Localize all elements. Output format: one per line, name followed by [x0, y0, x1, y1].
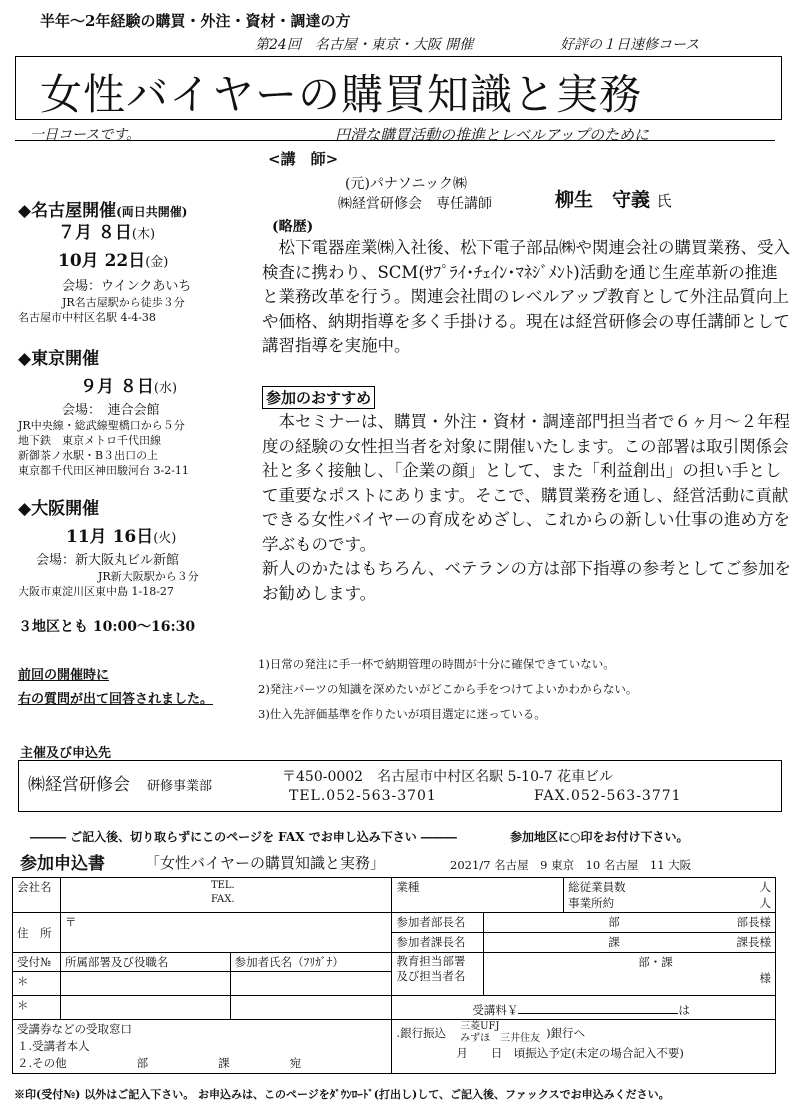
question-item: 1)日常の発注に手一杯で納期管理の時間が十分に確保できていない。 — [258, 657, 615, 671]
recommendation-paragraph-2: 新人のかたはもちろん、ベテランの方は部下指導の参考としてご参加をお勧めします。 — [262, 559, 791, 603]
ka-label: 課 — [608, 935, 620, 949]
fax-label: FAX. — [210, 894, 235, 905]
unit-label: 人 — [759, 880, 771, 894]
form-sessions: 2021/7 名古屋 9 東京 10 名古屋 11 大阪 — [450, 858, 692, 872]
organizer-label: 主催及び申込先 — [20, 746, 112, 761]
nagoya-date-1-text: ７月 ８日 — [58, 223, 132, 243]
ticket-destination[interactable] — [13, 1020, 392, 1074]
organizer-dept: 研修事業部 — [147, 779, 213, 794]
page-title: 女性バイヤーの購買知識と実務 — [40, 70, 643, 119]
industry-label: 業種 — [396, 880, 420, 894]
nagoya-access: JR名古屋駅から徒歩３分 — [62, 296, 185, 309]
form-title: 参加申込書 — [20, 854, 105, 874]
bio-heading: (略歴) — [272, 219, 314, 235]
edu-person-label: 及び担当者名 — [396, 969, 466, 983]
tokyo-address: 東京都千代田区神田駿河台 3-2-11 — [18, 464, 189, 477]
tokyo-access-2: 地下鉄 東京メトロ千代田線 — [18, 434, 161, 447]
lecturer-heading: <講 師> — [268, 150, 339, 168]
time-info: ３地区とも 10:00～16:30 — [18, 619, 196, 635]
lecturer-name-text: 柳生 守義 — [555, 189, 651, 211]
company-label: 会社名 — [13, 878, 61, 913]
organizer-address: 〒450-0002 名古屋市中村区名駅 5-10-7 花車ビル — [282, 769, 614, 785]
option-other-ate: 宛 — [289, 1056, 302, 1070]
employees-label: 総従業員数 — [568, 880, 626, 894]
option-self[interactable]: １.受講者本人 — [17, 1039, 90, 1053]
previous-note-line-1: 前回の開催時に — [18, 668, 110, 683]
office-label: 事業所約 — [568, 896, 615, 910]
application-form — [12, 877, 776, 1074]
nagoya-heading-text: ◆名古屋開催 — [18, 201, 117, 221]
question-item: 3)仕入先評価基準を作りたいが項目選定に迷っている。 — [258, 707, 546, 721]
recommendation-paragraph-1: 本セミナーは、購買・外注・資材・調達部門担当者で６ヶ月～２年程度の経験の女性担当者を対象に開催いたします。この部署は取引関係会社と多く接触し、「企業の顔」として、また「利益創出」の担い手として重要なポストにあります。そこで、購買業務を通し、経営活動に貢献できる女性バイヤーの育成をめざし、これからの新しい仕事の進め方を学ぶものです。 — [262, 412, 790, 554]
tel-label: TEL. — [210, 880, 235, 891]
subtitle: 円滑な購買活動の推進とレベルアップのために — [335, 126, 649, 144]
tokyo-access-1: JR中央線・総武線聖橋口から５分 — [18, 419, 185, 432]
course-type: 好評の１日速修コース — [560, 37, 700, 53]
bio-text: 松下電器産業㈱入社後、松下電子部品㈱や関連会社の購買業務、受入検査に携わり、SCM(ｻﾌﾟﾗｲ･ﾁｪｲﾝ･ﾏﾈｼﾞﾒﾝﾄ)活動を通じ生産革新の推進と業務改革を行う。関連会社間のレベルアップ教育として外注品質向上や価格、納期指導を多く手掛ける。現在は経営研修会の専任講師として講習指導を実施中。 — [262, 238, 790, 355]
nagoya-hall: 会場：ウインクあいち — [62, 279, 192, 294]
session-info: 第24回 名古屋・東京・大阪 開催 — [255, 37, 474, 53]
option-other[interactable] — [17, 1055, 387, 1072]
ha-label: は — [678, 1003, 690, 1017]
bucho-label: 部長様 — [736, 915, 771, 929]
nagoya-note: (両日共開催) — [116, 205, 188, 219]
tokyo-hall: 会場： 連合会館 — [62, 403, 160, 418]
edu-dept-label: 教育担当部署 — [396, 954, 466, 968]
osaka-address: 大阪市東淀川区東中島 1-18-27 — [18, 585, 174, 598]
nagoya-dow-2: (金) — [145, 255, 169, 270]
osaka-dow: (火) — [153, 531, 177, 546]
sama-label: 様 — [759, 971, 771, 985]
tokyo-access-3: 新御茶ノ水駅・B３出口の上 — [18, 449, 159, 462]
participant-field-1[interactable] — [230, 972, 392, 996]
lecturer-position: ㈱経営研修会 専任講師 — [338, 196, 492, 212]
option-other-bu: 部 — [136, 1056, 149, 1070]
participant-label: 参加者氏名（ﾌﾘｶﾞﾅ） — [230, 953, 392, 972]
lecturer-name — [555, 185, 672, 212]
lecturer-affiliation: (元)パナソニック㈱ — [345, 176, 467, 192]
bank-option-2[interactable]: みずほ 三井住友 — [460, 1033, 541, 1044]
region-instruction: 参加地区に○印をお付け下さい。 — [510, 830, 689, 844]
bank-label: .銀行振込 — [396, 1025, 447, 1040]
footer-note: ※印(受付№) 以外はご記入下さい。 お申込みは、このページをﾀﾞｳﾝﾛｰﾄﾞ(打出し)して、ご記入後、ファックスでお申込みください。 — [14, 1088, 670, 1101]
target-audience: 半年～2年経験の購買・外注・資材・調達の方 — [40, 12, 351, 30]
company-field[interactable] — [60, 878, 391, 913]
star-mark: ＊ — [13, 996, 61, 1020]
participant-field-2[interactable] — [230, 996, 392, 1020]
osaka-hall: 会場：新大阪丸ビル新館 — [36, 553, 180, 568]
dept-title-field-1[interactable] — [60, 972, 230, 996]
fax-instruction: ――― ご記入後、切り取らずにこのページを FAX でお申し込み下さい ――― — [30, 830, 457, 844]
nagoya-date-2 — [58, 246, 168, 271]
tokyo-date-text: ９月 ８日 — [80, 377, 154, 397]
tokyo-date — [80, 372, 177, 397]
section-head-field[interactable] — [484, 933, 776, 953]
osaka-access: JR新大阪駅から３分 — [98, 570, 199, 583]
employees-field[interactable] — [564, 878, 776, 913]
organizer-name — [28, 770, 212, 795]
star-mark: ＊ — [13, 972, 61, 996]
nagoya-date-2-text: 10月 22日 — [58, 251, 146, 271]
dept-title-label: 所属部署及び役職名 — [60, 953, 230, 972]
edu-label — [392, 953, 484, 996]
dept-head-label: 参加者部長名 — [392, 913, 484, 933]
bu-label: 部 — [608, 915, 620, 929]
nagoya-dow-1: (木) — [131, 227, 156, 242]
bank-transfer[interactable] — [392, 1020, 776, 1074]
osaka-date-text: 11月 16日 — [66, 527, 154, 547]
edu-field[interactable] — [484, 953, 776, 996]
bank-option-1[interactable]: 三菱UFJ — [460, 1021, 500, 1032]
option-other-label: ２.その他 — [17, 1056, 67, 1070]
fee-label: 受講料￥ — [472, 1003, 519, 1017]
kacho-label: 課長様 — [736, 935, 771, 949]
tokyo-dow: (水) — [153, 381, 178, 396]
industry-field[interactable] — [392, 878, 564, 913]
ticket-dest-label: 受講券などの受取窓口 — [17, 1022, 132, 1036]
section-head-label: 参加者課長名 — [392, 933, 484, 953]
organizer-fax: FAX.052-563-3771 — [534, 788, 682, 804]
address-field[interactable] — [60, 913, 391, 953]
dept-head-field[interactable] — [484, 913, 776, 933]
dept-title-field-2[interactable] — [60, 996, 230, 1020]
nagoya-address: 名古屋市中村区名駅 4-4-38 — [18, 311, 156, 324]
tokyo-heading: ◆東京開催 — [18, 349, 100, 369]
bu-ka-label: 部・課 — [638, 955, 673, 969]
option-other-ka: 課 — [218, 1056, 230, 1070]
osaka-date — [66, 522, 176, 547]
osaka-heading: ◆大阪開催 — [18, 499, 100, 519]
reception-no-label: 受付№ — [13, 953, 61, 972]
question-list — [258, 652, 637, 727]
recommendation-text — [262, 410, 792, 606]
postal-mark: 〒 — [64, 915, 77, 929]
previous-note — [18, 664, 213, 712]
payment-date-label: 月 日 頃振込予定(未定の場合記入不要) — [456, 1046, 684, 1060]
organizer-name-text: ㈱経営研修会 — [28, 775, 130, 795]
lecturer-honorific: 氏 — [656, 192, 672, 210]
fee-field[interactable] — [392, 996, 776, 1020]
address-label: 住 所 — [13, 913, 61, 953]
recommendation-heading: 参加のおすすめ — [262, 386, 375, 409]
question-item: 2)発注パーツの知識を深めたいがどこから手をつけてよいかわからない。 — [258, 682, 638, 696]
one-day-note: 一日コースです。 — [30, 127, 141, 143]
previous-note-line-2: 右の質問が出て回答されました。 — [18, 692, 214, 707]
nagoya-date-1 — [58, 218, 155, 243]
bank-to-label: )銀行へ — [546, 1025, 586, 1040]
unit-label: 人 — [759, 896, 771, 910]
organizer-tel: TEL.052-563-3701 — [289, 788, 437, 804]
form-course-name: 「女性バイヤーの購買知識と実務」 — [145, 854, 386, 872]
